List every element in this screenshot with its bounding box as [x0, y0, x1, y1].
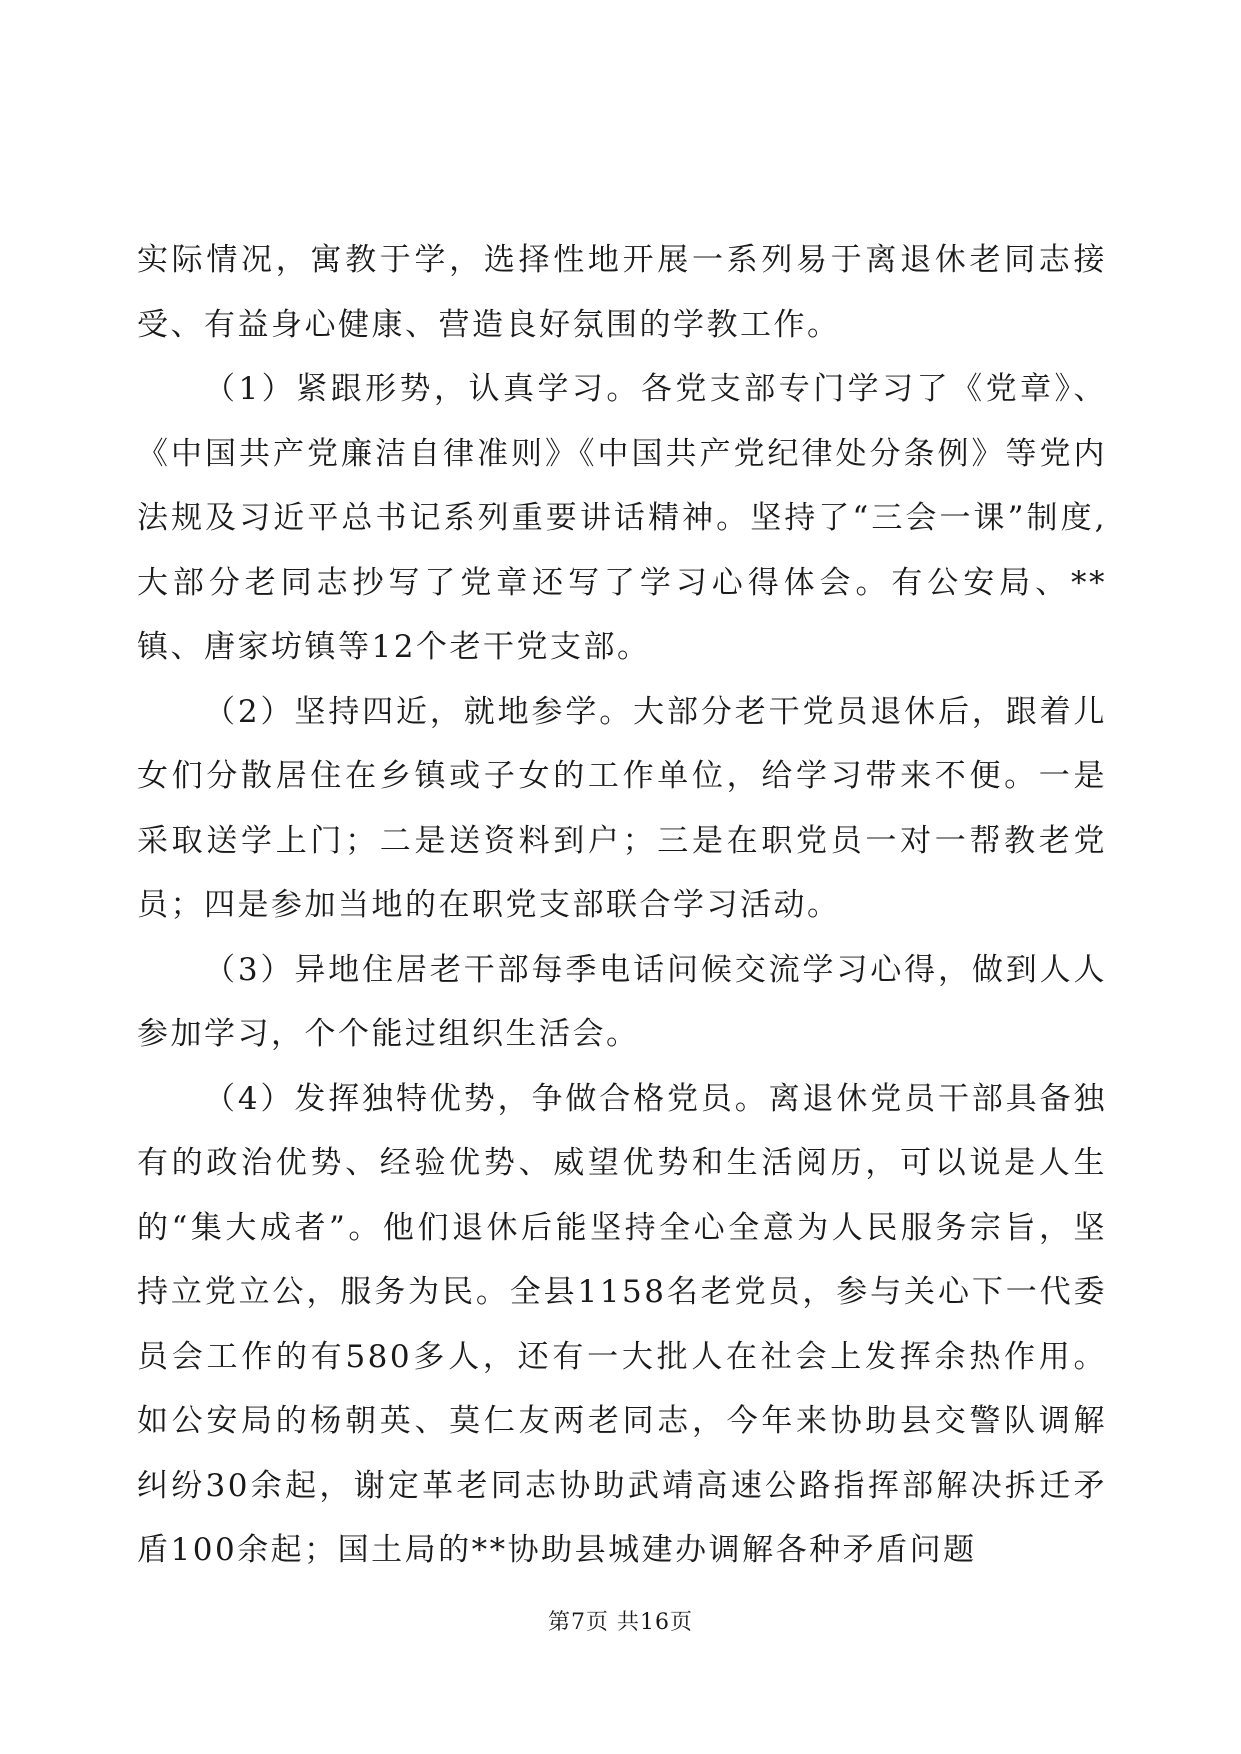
document-body — [137, 228, 1107, 1583]
page-number-footer: 第7页 共16页 — [548, 1610, 693, 1635]
paragraph-item-4: （4）发挥独特优势，争做合格党员。离退休党员干部具备独有的政治优势、经验优势、威望优势和生活阅历，可以说是人生的“集大成者”。他们退休后能坚持全心全意为人民服务宗旨，坚持立党立公，服务为民。全县1158名老党员，参与关心下一代委员会工作的有580多人，还有一大批人在社会上发挥余热作用。如公安局的杨朝英、莫仁友两老同志，今年来协助县交警队调解纠纷30余起，谢定革老同志协助武靖高速公路指挥部解决拆迁矛盾100余起；国土局的**协助县城建办调解各种矛盾问题 — [137, 1080, 1107, 1568]
paragraph-continuation: 实际情况，寓教于学，选择性地开展一系列易于离退休老同志接受、有益身心健康、营造良好氛围的学教工作。 — [137, 242, 1107, 343]
paragraph-item-2: （2）坚持四近，就地参学。大部分老干党员退休后，跟着儿女们分散居住在乡镇或子女的工作单位，给学习带来不便。一是采取送学上门；二是送资料到户；三是在职党员一对一帮教老党员；四是参加当地的在职党支部联合学习活动。 — [137, 693, 1107, 923]
paragraph-item-3: （3）异地住居老干部每季电话问候交流学习心得，做到人人参加学习，个个能过组织生活会。 — [137, 951, 1107, 1052]
paragraph-item-1: （1）紧跟形势，认真学习。各党支部专门学习了《党章》、《中国共产党廉洁自律准则》《中国共产党纪律处分条例》等党内法规及习近平总书记系列重要讲话精神。坚持了“三会一课”制度,大部分老同志抄写了党章还写了学习心得体会。有公安局、**镇、唐家坊镇等12个老干党支部。 — [137, 371, 1107, 665]
